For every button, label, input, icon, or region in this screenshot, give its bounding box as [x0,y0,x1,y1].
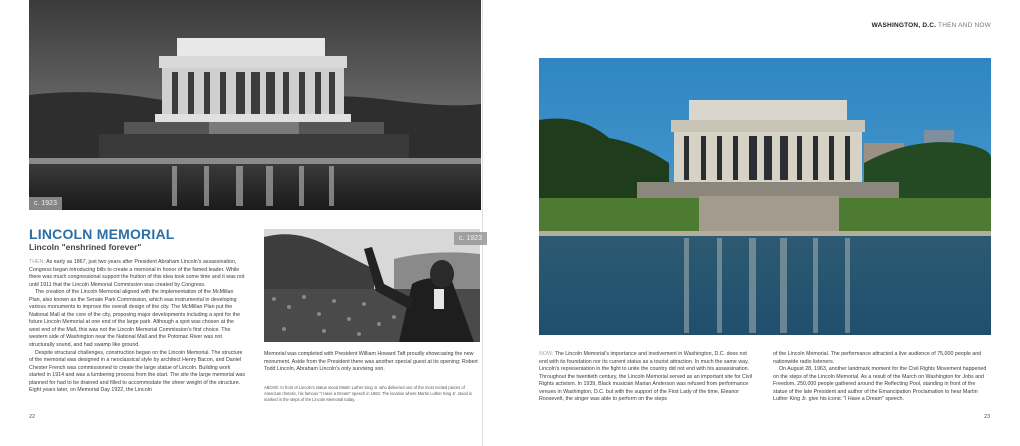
photo-caption: ABOVE: In front of Lincoln's statue stood Martin Luther King Jr. who delivered one of the most recited pieces of American rhetoric, his famous "I Have a Dream" speech in 1963. The location where Martin Luther King Jr. stood is marked in the steps of the Lincoln Memorial today. [264,385,472,403]
running-head-place: WASHINGTON, D.C. [871,22,937,29]
right-column [773,351,991,404]
date-tag: c. 1923 [29,197,62,210]
then-lead: THEN: [29,259,45,265]
caption-lead: ABOVE: [264,385,280,390]
book-gutter [482,0,483,446]
date-tag: c. 1923 [454,232,487,245]
mlk-speech-photo [264,229,480,342]
page-number: 23 [984,414,991,420]
body-paragraph: of the Lincoln Memorial. The performance attracted a live audience of 75,000 people and nationwide radio listeners. [773,351,982,365]
running-head-series: THEN AND NOW [938,22,991,29]
now-column: NOW: The Lincoln Memorial's importance and involvement in Washington, D.C. does not end with its foundation nor its current status as a tourist attraction. In much the same way, Lincoln's representation in the fight to unite the country did not end with his assassination. Throughout the twentieth century, the Lincoln Memorial served as an important site for Civil Rights activism. In 1939, Black musician Marian Anderson was refused from performance venues in Washington, D.C. but with the support of the First Lady of the time, Eleanor Roosevelt, the singer was able to perform on the steps [539,351,753,403]
now-lead: NOW: [539,351,554,357]
running-head [872,22,991,29]
bw-memorial-image [29,0,481,210]
page-title: LINCOLN MEMORIAL [29,226,175,242]
page-number: 22 [29,414,36,420]
body-paragraph: On August 28, 1963, another landmark moment for the Civil Rights Movement happened on the steps of the Lincoln Memorial. As a result of the March on Washington for Jobs and Freedom, 250,000 people gathered around the Reflecting Pool, standing in front of the statue of the late President and author of the Emancipation Proclamation to hear Martin Luther King Jr. give his iconic "I Have a Dream" speech. [773,366,987,403]
lincoln-memorial-now-photo [539,58,991,335]
lincoln-memorial-1923-photo [29,0,481,210]
body-paragraph: THEN: As early as 1867, just two years after President Abraham Lincoln's assassination, Congress began introducing bills to create a memorial in honor of the famed leader. While there was much congressional support the fruition of this idea took some time and it was not until 1911 that the Lincoln Memorial Commission was created by Congress. [29,259,245,288]
body-paragraph: The creation of the Lincoln Memorial aligned with the implementation of the McMillan Plan, also known as the Senate Park Commission, which was instrumental in developing various monuments to improve the overall design of the city. The McMillan Plan put the National Mall at the core of the city, proposing major developments including a spot for the future Lincoln Memorial at one end of the large park. Although a spot was chosen at the west end of the Mall, this was not the Lincoln Memorial Commission's first choice. The western side of Washington near the National Mall and the Potomac River was not structurally sound, and had swamp like ground. [29,289,241,349]
page-subtitle: Lincoln "enshrined forever" [29,242,142,252]
color-memorial-image [539,58,991,335]
body-paragraph: Despite structural challenges, construction began on the Lincoln Memorial. The structure of the memorial was designed in a neoclassical style by architect Henry Bacon, and Daniel Chester French was commissioned to create the large statue of Lincoln. Building work started in 1914 and was a lumbering process from the start. The site the large memorial was planned for had to be drained and filled to accommodate the sheer weight of the structure. Eight years later, on Memorial Day 1922, the Lincoln [29,349,246,394]
body-paragraph: Memorial was completed with President William Howard Taft proudly showcasing the new monument. Aside from the President there was another special guest at its opening: Robert Todd Lincoln, Abraham Lincoln's only surviving son. [264,351,478,373]
bw-crowd-image [264,229,480,342]
then-column [29,259,246,395]
